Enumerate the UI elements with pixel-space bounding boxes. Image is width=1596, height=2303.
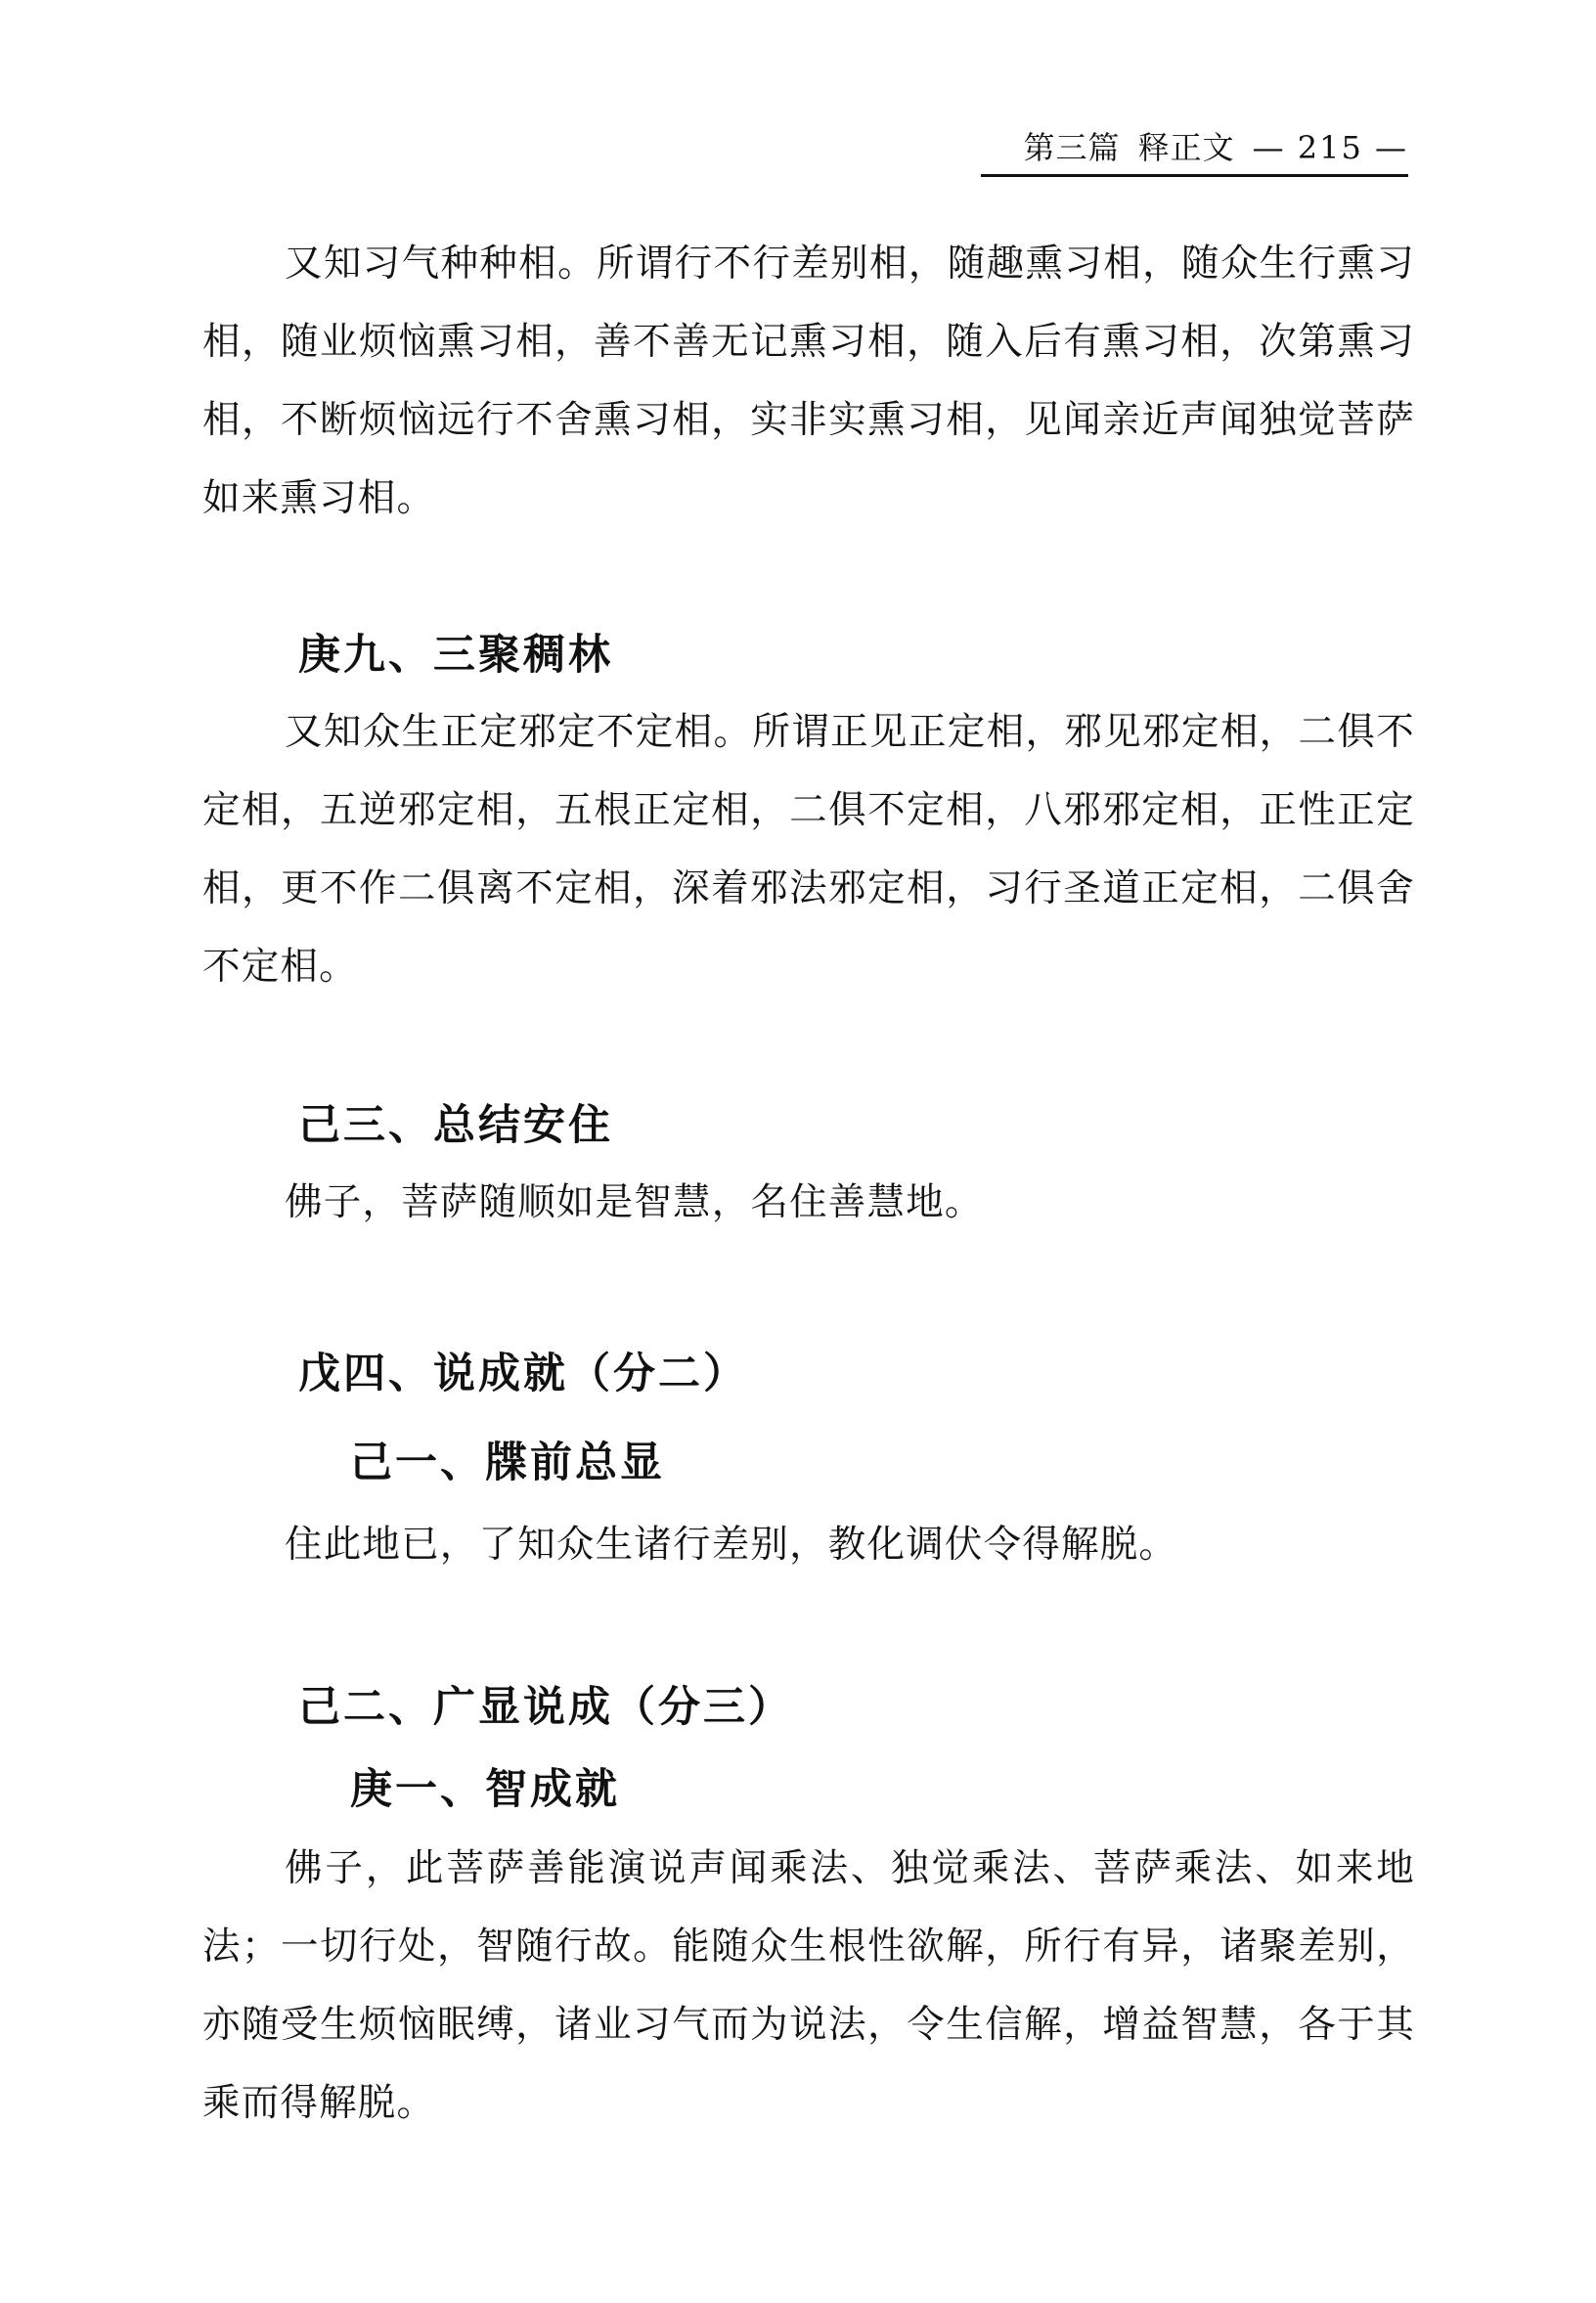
heading-summary: 己一、牒前总显 bbox=[350, 1439, 665, 1487]
paragraph-text: 佛子，此菩萨善能演说声闻乘法、独觉乘法、菩萨乘法、如来地法；一切行处，智随行故。能随众生根性欲解，所行有异，诸聚差别，亦随受生烦恼眠缚，诸业习气而为说法，令生信解，增益智慧，各于其乘而得解脱。 bbox=[202, 1846, 1415, 2125]
page-number: — 215 — bbox=[1252, 129, 1408, 166]
heading-conclusion: 己三、总结安住 bbox=[298, 1101, 613, 1150]
paragraph-three-groups bbox=[202, 693, 1415, 1006]
heading-extensive-explanation: 己二、广显说成（分三） bbox=[298, 1683, 793, 1732]
paragraph-text: 佛子，菩萨随顺如是智慧，名住善慧地。 bbox=[285, 1180, 984, 1224]
paragraph-habit-energy bbox=[202, 225, 1415, 538]
paragraph-text: 又知众生正定邪定不定相。所谓正见正定相，邪见邪定相，二俱不定相，五逆邪定相，五根正定相，二俱不定相，八邪邪定相，正性正定相，更不作二俱离不定相，深着邪法邪定相，习行圣道正定相，二俱舍不定相。 bbox=[202, 710, 1415, 989]
paragraph-summary bbox=[202, 1506, 1415, 1584]
paragraph-conclusion bbox=[202, 1164, 1415, 1242]
paragraph-wisdom-accomplishment bbox=[202, 1830, 1415, 2143]
heading-accomplishment: 戊四、说成就（分二） bbox=[298, 1350, 748, 1398]
paragraph-text: 又知习气种种相。所谓行不行差别相，随趣熏习相，随众生行熏习相，随业烦恼熏习相，善不善无记熏习相，随入后有熏习相，次第熏习相，不断烦恼远行不舍熏习相，实非实熏习相，见闻亲近声闻独觉菩萨如来熏习相。 bbox=[202, 242, 1415, 520]
heading-three-groups: 庚九、三聚稠林 bbox=[298, 631, 613, 680]
running-header bbox=[981, 125, 1408, 177]
paragraph-text: 住此地已，了知众生诸行差别，教化调伏令得解脱。 bbox=[285, 1523, 1178, 1567]
header-section: 释正文 bbox=[1137, 129, 1235, 166]
heading-wisdom-accomplishment: 庚一、智成就 bbox=[350, 1765, 620, 1814]
header-chapter: 第三篇 bbox=[1023, 129, 1121, 166]
